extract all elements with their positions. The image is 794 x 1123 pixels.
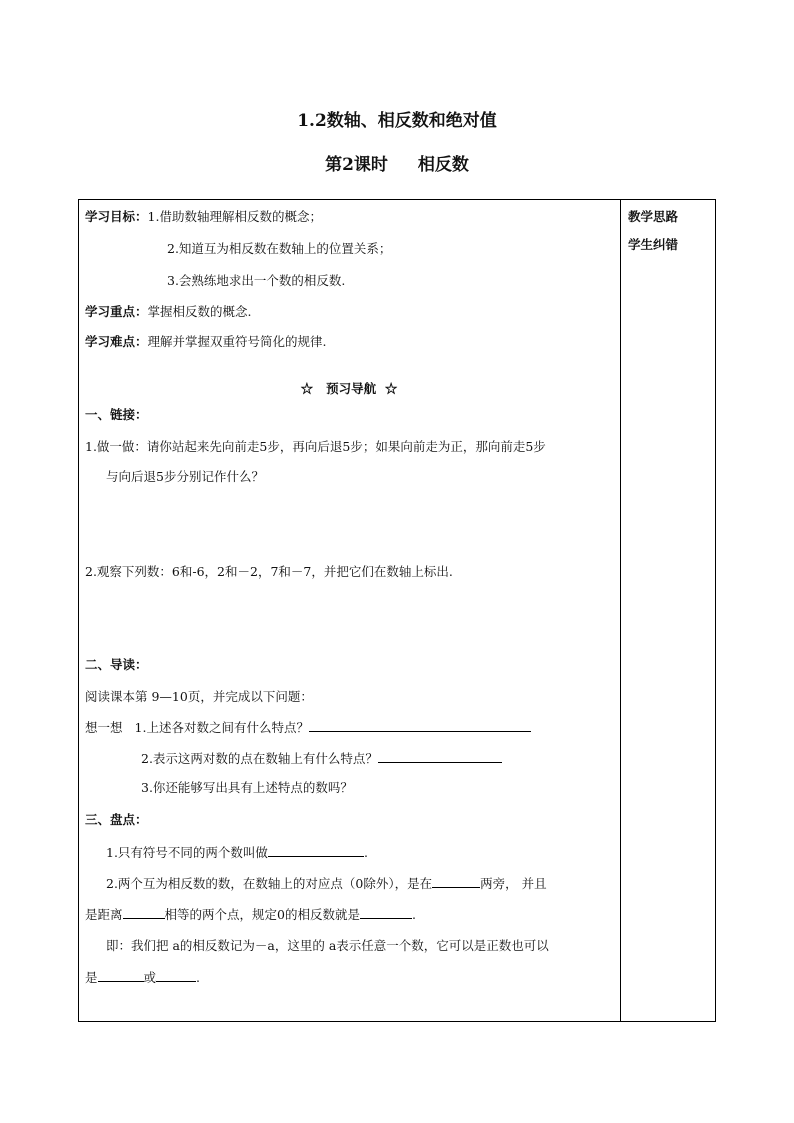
summary-row-2 bbox=[106, 875, 547, 892]
guide-question-1: 1.上述各对数之间有什么特点？ bbox=[134, 720, 309, 735]
page-title: 1.2数轴、相反数和绝对值 bbox=[297, 111, 497, 131]
key-point-label: 学习重点： bbox=[85, 304, 148, 319]
answer-blank[interactable] bbox=[156, 969, 196, 982]
link-question-1-line-1: 1.做一做：请你站起来先向前走5步，再向后退5步；如果向前走为正，那向前走5步 bbox=[85, 439, 546, 454]
summary-text: . bbox=[196, 970, 201, 985]
link-question-1-line-2: 与向后退5步分别记作什么？ bbox=[106, 469, 264, 484]
lesson-topic: 相反数 bbox=[417, 155, 469, 175]
think-row-1 bbox=[85, 719, 531, 736]
summary-row-3 bbox=[85, 906, 416, 923]
summary-text: . bbox=[411, 907, 416, 922]
side-label-corrections: 学生纠错 bbox=[628, 237, 679, 252]
answer-blank[interactable] bbox=[360, 906, 412, 919]
summary-text: 或 bbox=[143, 970, 157, 985]
answer-blank[interactable] bbox=[98, 969, 144, 982]
summary-text: . bbox=[363, 845, 368, 860]
think-label: 想一想 bbox=[85, 720, 123, 735]
link-question-2: 2.观察下列数：6和-6，2和－2，7和－7，并把它们在数轴上标出. bbox=[85, 564, 453, 579]
objective-item: 1.借助数轴理解相反数的概念； bbox=[147, 209, 322, 224]
column-divider bbox=[620, 199, 621, 1022]
answer-blank[interactable] bbox=[432, 875, 480, 888]
objectives-row bbox=[85, 209, 322, 225]
key-point-text: 掌握相反数的概念. bbox=[147, 304, 252, 319]
summary-text: 是距离 bbox=[85, 907, 123, 922]
preview-heading: ☆ 预习导航 ☆ bbox=[300, 381, 398, 396]
summary-heading: 三、盘点： bbox=[85, 812, 148, 827]
side-label-teaching: 教学思路 bbox=[628, 209, 679, 224]
lesson-subtitle bbox=[0, 150, 794, 175]
guide-intro: 阅读课本第 9—10页，并完成以下问题： bbox=[85, 689, 313, 704]
answer-blank[interactable] bbox=[268, 844, 364, 857]
key-point-row bbox=[85, 304, 252, 320]
guide-question-2: 2.表示这两对数的点在数轴上有什么特点？ bbox=[141, 751, 378, 766]
objectives-label: 学习目标： bbox=[85, 209, 148, 224]
summary-text: 2.两个互为相反数的数，在数轴上的对应点（0除外），是在 bbox=[106, 876, 433, 891]
objective-item: 2.知道互为相反数在数轴上的位置关系； bbox=[167, 241, 392, 256]
difficulty-text: 理解并掌握双重符号简化的规律. bbox=[147, 334, 327, 349]
lesson-number: 第2课时 bbox=[325, 155, 388, 175]
summary-row-1 bbox=[106, 844, 368, 861]
difficulty-label: 学习难点： bbox=[85, 334, 148, 349]
summary-text: 两旁， 并且 bbox=[480, 876, 547, 891]
think-row-2 bbox=[141, 750, 502, 767]
guide-question-3: 3.你还能够写出具有上述特点的数吗？ bbox=[141, 780, 353, 795]
summary-text: 是 bbox=[85, 970, 98, 985]
answer-blank[interactable] bbox=[309, 719, 531, 732]
summary-text: 相等的两个点，规定0的相反数就是 bbox=[164, 907, 360, 922]
link-heading: 一、链接： bbox=[85, 407, 148, 422]
summary-text: 1.只有符号不同的两个数叫做 bbox=[106, 845, 268, 860]
answer-blank[interactable] bbox=[378, 750, 502, 763]
summary-row-5 bbox=[85, 969, 200, 986]
answer-blank[interactable] bbox=[123, 906, 165, 919]
guide-heading: 二、导读： bbox=[85, 657, 148, 672]
objective-item: 3.会熟练地求出一个数的相反数. bbox=[167, 273, 346, 288]
difficulty-row bbox=[85, 334, 327, 350]
summary-row-4: 即：我们把 a的相反数记为－a，这里的 a表示任意一个数，它可以是正数也可以 bbox=[106, 938, 549, 953]
